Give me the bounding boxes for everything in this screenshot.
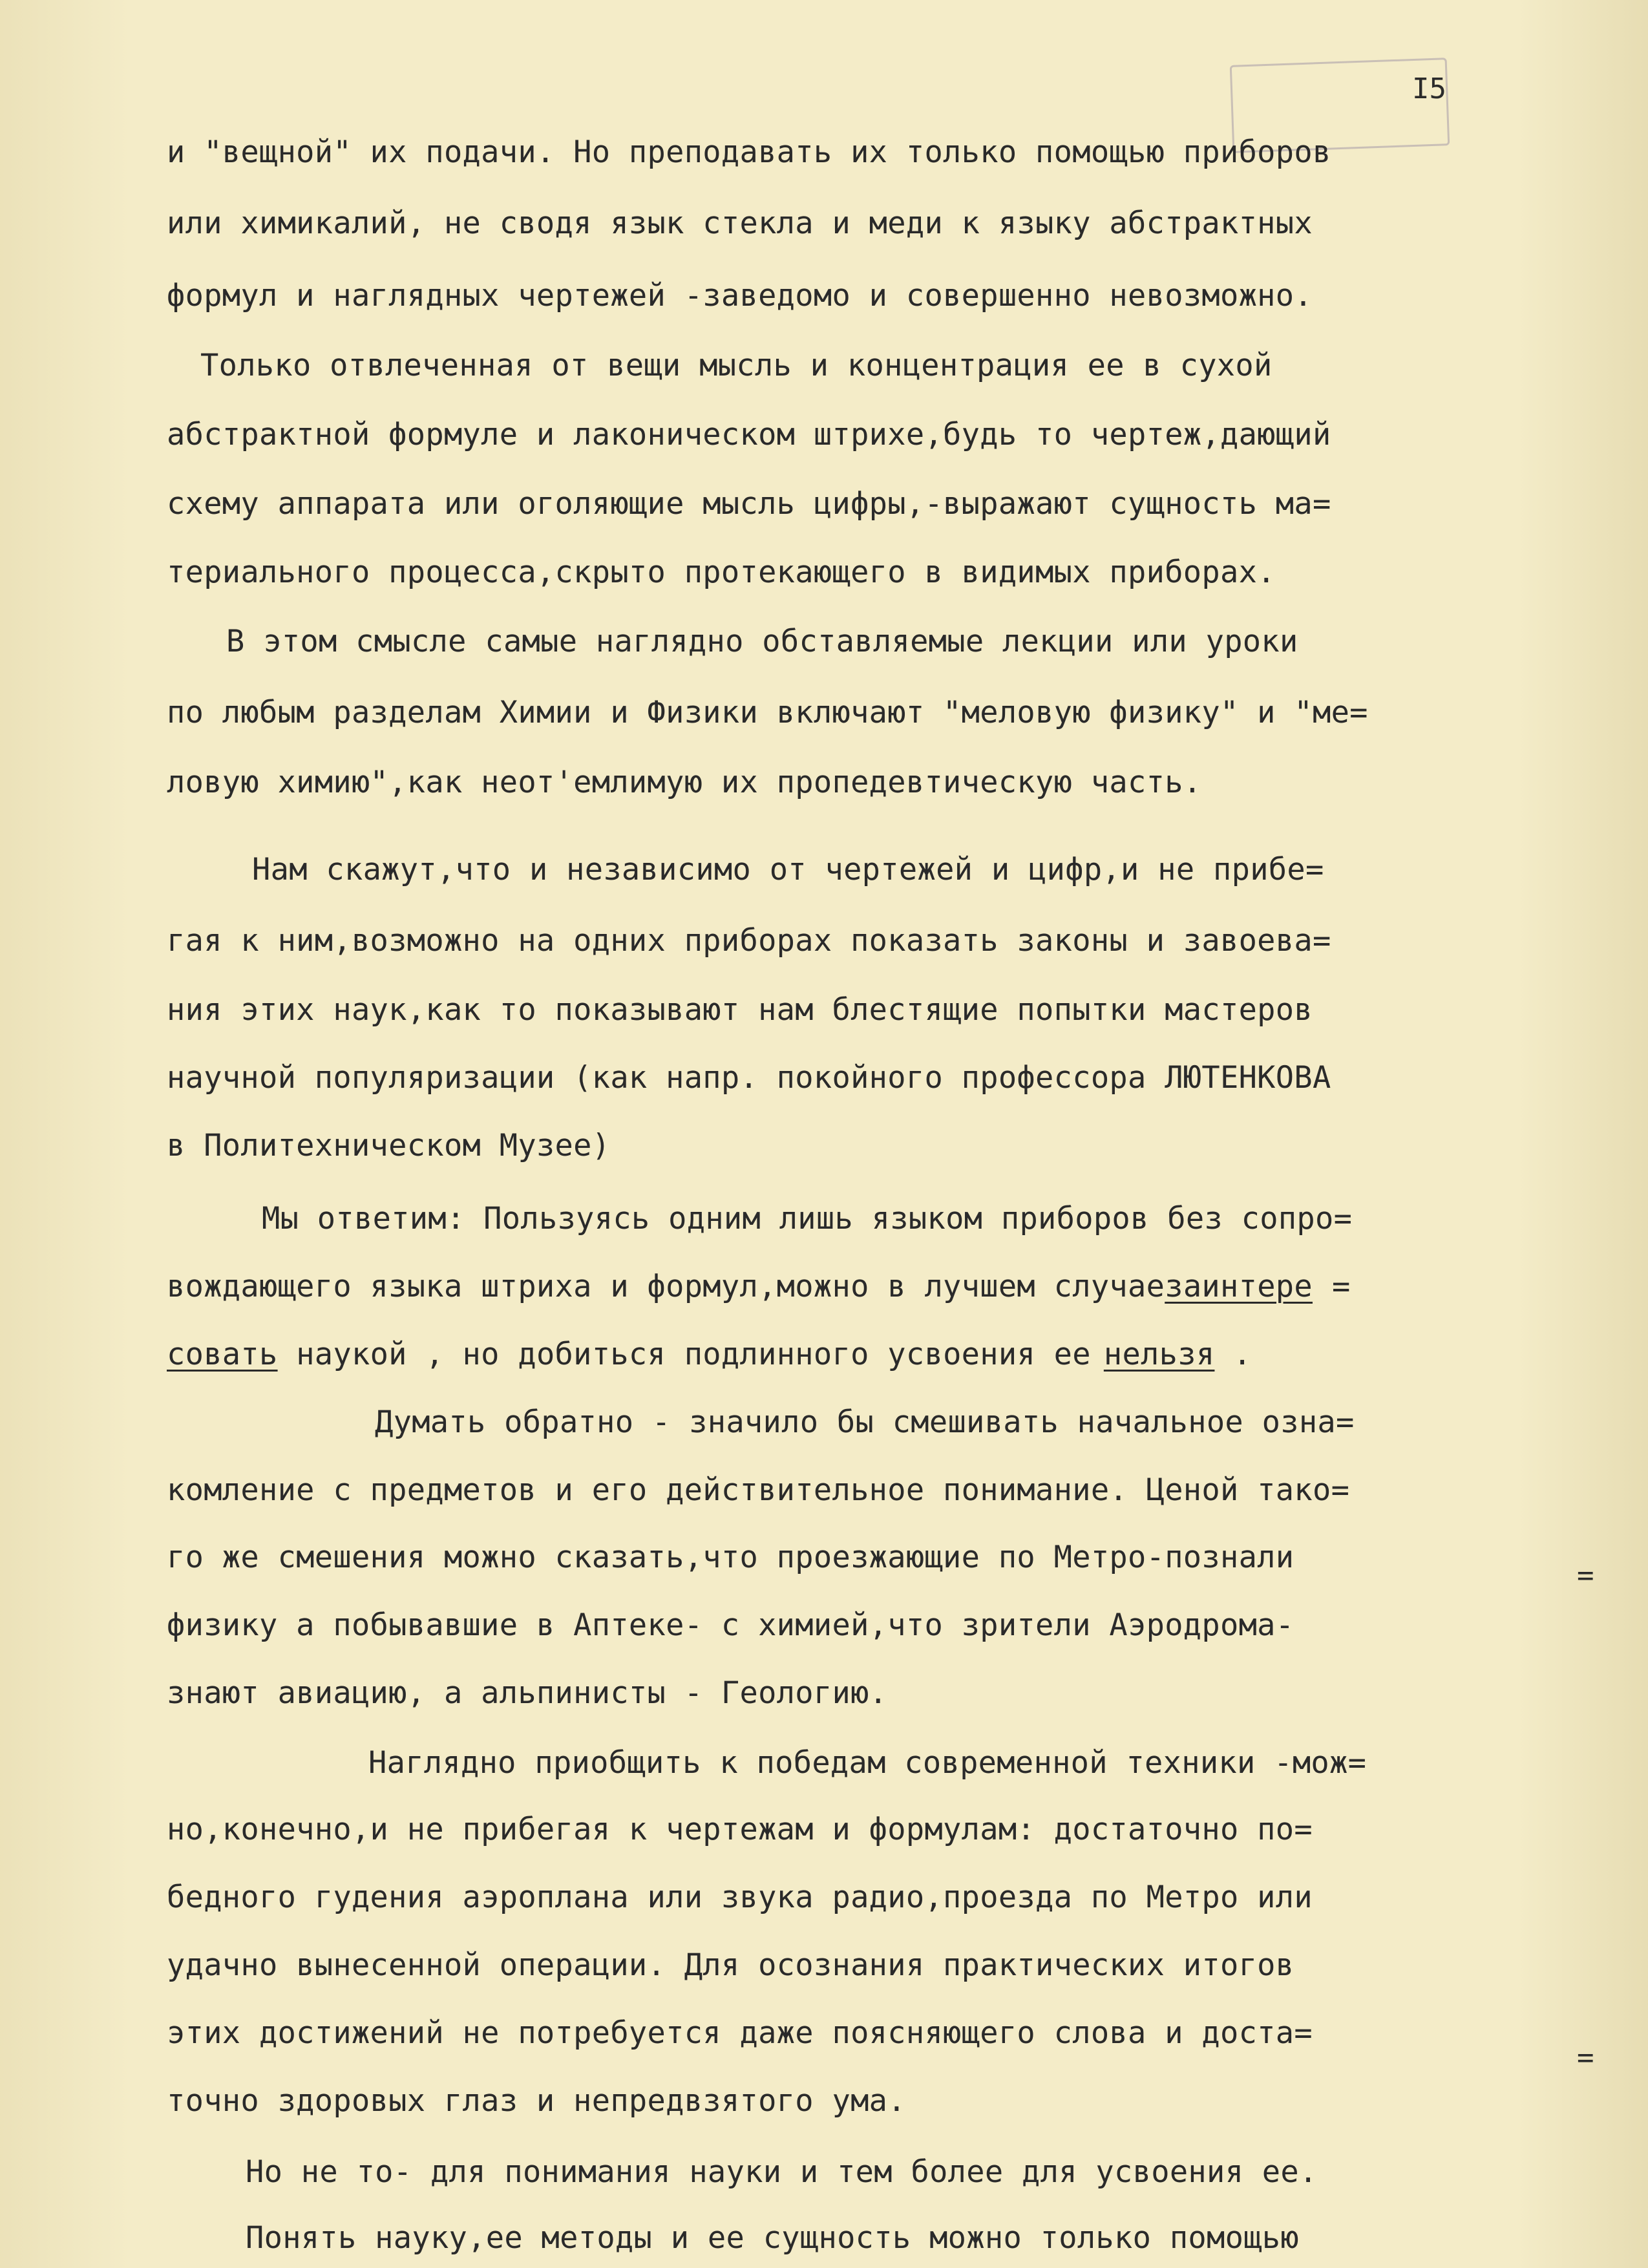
text-line: комление с предметов и его действительное понимание. Ценой тако= — [167, 1472, 1350, 1508]
margin-mark: = — [1577, 2041, 1594, 2074]
text-line: этих достижений не потребуется даже поясняющего слова и доста= — [167, 2015, 1313, 2051]
text-line: схему аппарата или оголяющие мысль цифры,-выражают сущность ма= — [167, 486, 1331, 522]
text-segment: . — [1214, 1337, 1252, 1372]
text-line: Понять науку,ее методы и ее сущность можно только помощью — [246, 2220, 1299, 2256]
text-line: знают авиацию, а альпинисты - Геологию. — [167, 1675, 888, 1711]
underlined-word: совать — [167, 1337, 278, 1372]
text-line: териального процесса,скрыто протекающего в видимых приборах. — [167, 555, 1276, 590]
text-line — [167, 1269, 1351, 1304]
text-line: Наглядно приобщить к победам современной техники -мож= — [368, 1745, 1367, 1781]
text-line: Только отвлеченная от вещи мысль и концентрация ее в сухой — [200, 348, 1273, 383]
text-line: научной популяризации (как напр. покойного профессора ЛЮТЕНКОВА — [167, 1060, 1331, 1096]
margin-mark: = — [1577, 1559, 1594, 1592]
text-line: Но не то- для понимания науки и тем более для усвоения ее. — [246, 2154, 1318, 2190]
text-line: Думать обратно - значило бы смешивать начальное озна= — [375, 1404, 1355, 1440]
text-line: удачно вынесенной операции. Для осознания практических итогов — [167, 1947, 1294, 1983]
text-line: или химикалий, не сводя язык стекла и меди к языку абстрактных — [167, 206, 1313, 241]
text-line: формул и наглядных чертежей -заведомо и совершенно невозможно. — [167, 278, 1313, 313]
text-segment: вождающего языка штриха и формул,можно в лучшем случае — [167, 1269, 1165, 1304]
text-line: го же смешения можно сказать,что проезжающие по Метро-познали — [167, 1540, 1294, 1575]
text-line: Нам скажут,что и независимо от чертежей и цифр,и не прибе= — [252, 852, 1324, 887]
underlined-word: заинтере — [1165, 1269, 1313, 1304]
hyphen-mark: = — [1332, 1269, 1351, 1304]
text-line: ния этих наук,как то показывают нам блестящие попытки мастеров — [167, 992, 1313, 1028]
page-number: I5 — [1412, 72, 1446, 105]
text-line — [167, 1337, 1252, 1372]
text-line: в Политехническом Музее) — [167, 1128, 611, 1163]
text-line: физику а побывавшие в Аптеке- с химией,что зрители Аэродрома- — [167, 1607, 1294, 1643]
text-line: гая к ним,возможно на одних приборах показать законы и завоева= — [167, 923, 1331, 959]
text-line: точно здоровых глаз и непредвзятого ума. — [167, 2083, 906, 2119]
text-line: бедного гудения аэроплана или звука радио,проезда по Метро или — [167, 1880, 1313, 1915]
text-line: Мы ответим: Пользуясь одним лишь языком приборов без сопро= — [262, 1201, 1353, 1236]
text-segment: наукой , но добиться подлинного усвоения ее — [277, 1337, 1091, 1372]
text-line: но,конечно,и не прибегая к чертежам и формулам: достаточно по= — [167, 1812, 1313, 1847]
text-line: по любым разделам Химии и Физики включают "меловую физику" и "ме= — [167, 695, 1368, 730]
text-line: абстрактной формуле и лаконическом штрихе,будь то чертеж,дающий — [167, 417, 1331, 452]
text-line: ловую химию",как неот'емлимую их пропедевтическую часть. — [167, 765, 1202, 800]
text-line: В этом смысле самые наглядно обставляемые лекции или уроки — [226, 624, 1298, 659]
underlined-word: нельзя — [1103, 1337, 1215, 1372]
text-line: и "вещной" их подачи. Но преподавать их только помощью приборов — [167, 134, 1331, 170]
